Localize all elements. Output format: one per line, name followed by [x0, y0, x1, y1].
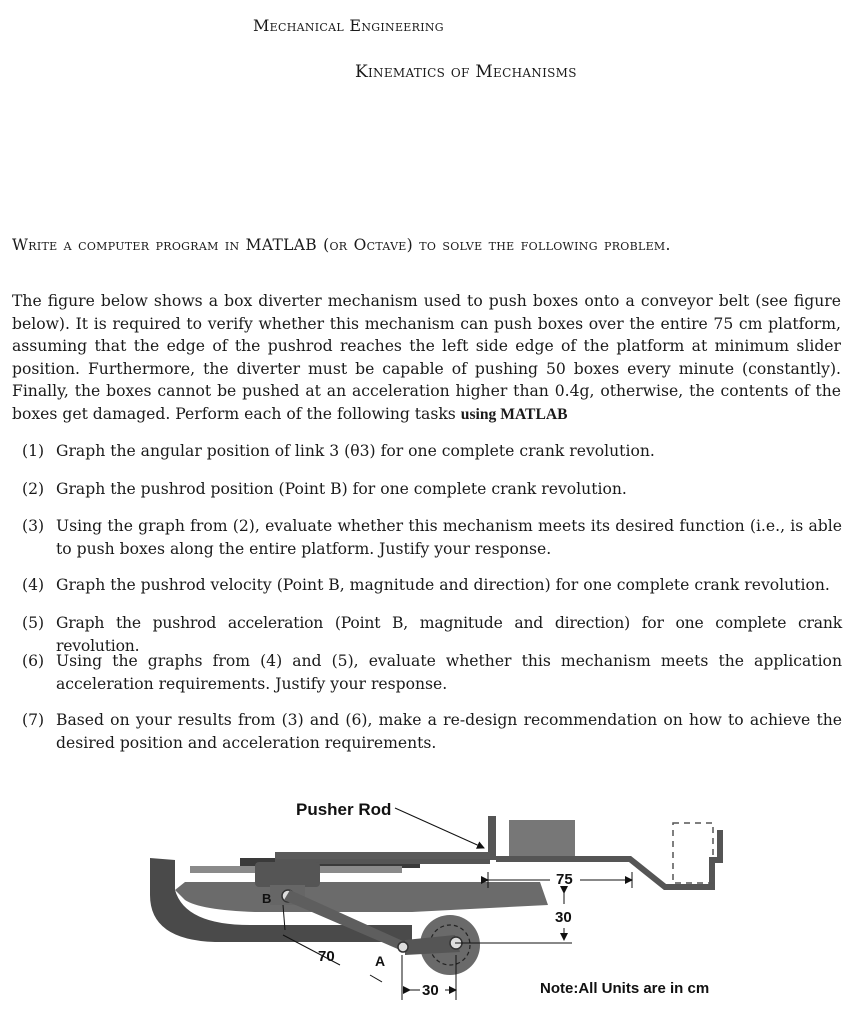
task-number: (6) — [22, 652, 45, 670]
task-item-4 — [22, 574, 842, 597]
crank — [398, 915, 480, 975]
task-number: (1) — [22, 442, 45, 460]
task-number: (4) — [22, 576, 45, 594]
dimension-70: 70 — [318, 948, 335, 965]
problem-emphasis: using MATLAB — [460, 405, 568, 423]
task-number: (7) — [22, 711, 45, 729]
task-text: Using the graph from (2), evaluate whether this mechanism meets its desired function (i.e., is able to push boxes along the entire platform. Justify your response. — [56, 517, 842, 558]
dimension-30-height: 30 — [555, 909, 572, 926]
task-item-2 — [22, 478, 842, 501]
base-frame — [150, 858, 548, 942]
task-number: (3) — [22, 517, 45, 535]
course-title: Mechanical Engineering — [253, 16, 444, 35]
problem-statement — [12, 290, 841, 426]
task-item-3 — [22, 515, 842, 560]
mechanism-figure — [0, 780, 867, 1024]
box-outline — [673, 823, 713, 883]
point-a-label: A — [375, 953, 386, 969]
pusher-rod-label: Pusher Rod — [296, 800, 392, 819]
problem-text: The figure below shows a box diverter mechanism used to push boxes onto a conveyor belt (see figure below). It is required to verify whether this mechanism can push boxes over the entire 75 cm platform, assuming that the edge of the pushrod reaches the left side edge of the platform at minimum slider position. Furthermore, the diverter must be capable of pushing 50 boxes every minute (constantly). Finally, the boxes cannot be pushed at an acceleration higher than 0.4g, otherwise, the contents of the boxes get damaged. Perform each of the following tasks — [12, 292, 841, 423]
box — [509, 820, 575, 860]
task-text: Graph the pushrod acceleration (Point B, magnitude and direction) for one complete crank revolution. — [56, 614, 842, 655]
task-text: Based on your results from (3) and (6), make a re-design recommendation on how to achieve the desired position and acceleration requirements. — [56, 711, 842, 752]
dimension-30-crank: 30 — [422, 982, 439, 999]
task-item-6 — [22, 650, 842, 695]
dimension-75: 75 — [556, 871, 573, 888]
task-text: Graph the pushrod position (Point B) for one complete crank revolution. — [56, 480, 627, 498]
assignment-instruction: Write a computer program in MATLAB (or Octave) to solve the following problem. — [12, 236, 671, 254]
task-text: Graph the angular position of link 3 (θ3) for one complete crank revolution. — [56, 442, 655, 460]
task-item-7 — [22, 709, 842, 754]
units-note: Note:All Units are in cm — [540, 980, 710, 997]
point-b-label: B — [262, 891, 272, 906]
task-text: Using the graphs from (4) and (5), evaluate whether this mechanism meets the application acceleration requirements. Justify your response. — [56, 652, 842, 693]
task-text: Graph the pushrod velocity (Point B, magnitude and direction) for one complete crank revolution. — [56, 576, 830, 594]
task-item-1 — [22, 440, 842, 463]
task-number: (5) — [22, 614, 45, 632]
subject-title: Kinematics of Mechanisms — [355, 62, 577, 82]
task-number: (2) — [22, 480, 45, 498]
